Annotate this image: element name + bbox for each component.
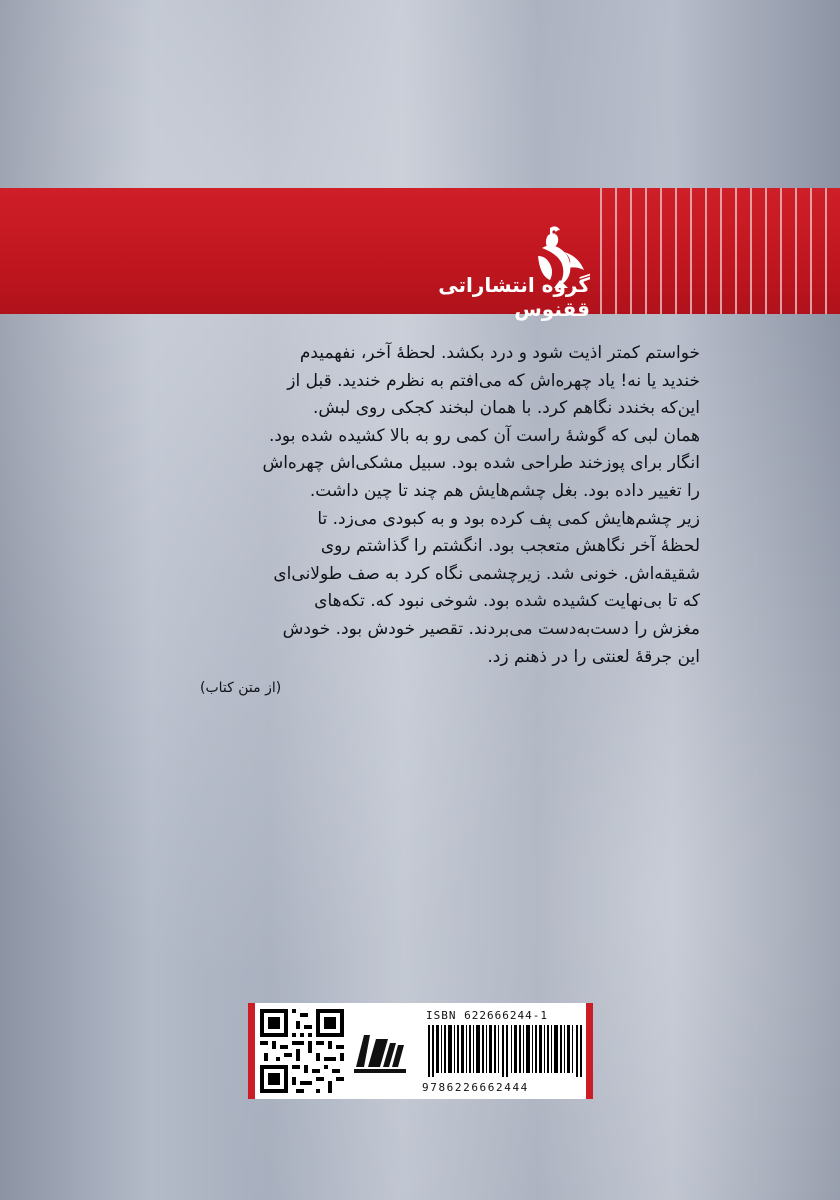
blurb-line: شقیقه‌اش. خونی شد. زیرچشمی نگاه کرد به صف طولانی‌ای	[273, 563, 700, 584]
ean-digits: 9786226662444	[422, 1081, 529, 1094]
blurb-line: خندید یا نه! یاد چهره‌اش که می‌افتم به نظرم خندید. قبل از	[287, 370, 700, 391]
barcode-bars	[426, 1025, 584, 1077]
qr-code-icon	[260, 1009, 344, 1093]
blurb-line: لحظهٔ آخر نگاهش متعجب بود. انگشتم را گذاشتم روی	[320, 536, 700, 557]
blurb-line: خواستم کمتر اذیت شود و درد بکشد. لحظهٔ آخر، نفهمیدم	[299, 343, 700, 363]
decorative-stripes	[600, 188, 840, 314]
blurb-line: زیر چشم‌هایش کمی پف کرده بود و به کبودی می‌زد. تا	[317, 508, 700, 529]
panel-red-edge-left	[248, 1003, 255, 1099]
barcode-panel	[248, 1003, 593, 1099]
imprint-logo-icon	[350, 1023, 410, 1079]
blurb-line: انگار برای پوزخند طراحی شده بود. سبیل مشکی‌اش چهره‌اش	[262, 453, 700, 474]
blurb-line: که تا بی‌نهایت کشیده شده بود. شوخی نبود که. تکه‌های	[314, 591, 700, 612]
publisher-band	[0, 188, 840, 321]
blurb-line: این جرقهٔ لعنتی را در ذهنم زد.	[487, 646, 700, 667]
panel-red-edge-right	[586, 1003, 593, 1099]
back-cover-blurb	[200, 340, 700, 671]
blurb-source: (از متن کتاب)	[200, 680, 282, 696]
isbn-label: ISBN 622666244-1	[426, 1009, 548, 1022]
publisher-name: گروه انتشاراتی ققنوس	[438, 273, 590, 321]
blurb-line: همان لبی که گوشهٔ راست آن کمی رو به بالا کشیده شده بود.	[268, 425, 700, 446]
blurb-line: مغزش را دست‌به‌دست می‌بردند. تقصیر خودش بود. خودش	[282, 618, 700, 639]
blurb-line: این‌که بخندد نگاهم کرد. با همان لبخند کجکی روی لبش.	[312, 398, 700, 419]
blurb-line: را تغییر داده بود. بغل چشم‌هایش هم چند تا چین داشت.	[309, 480, 700, 501]
